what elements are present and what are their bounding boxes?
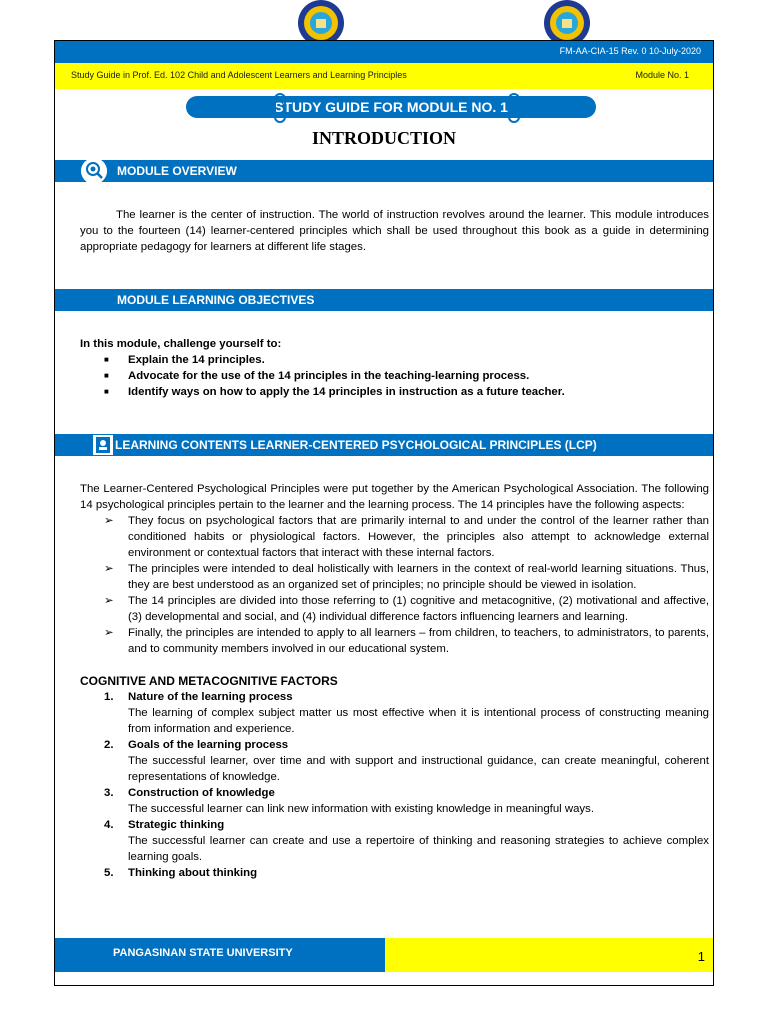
factor-title: Thinking about thinking bbox=[128, 867, 258, 879]
footer-university-bar bbox=[55, 938, 385, 972]
book-icon bbox=[93, 435, 113, 455]
contents-intro: The Learner-Centered Psychological Principles were put together by the American Psychological Association. The following 14 psychological principles pertain to the learner and the learning process. The 14 principles have the following aspects: bbox=[80, 483, 709, 511]
page-number: 1 bbox=[697, 949, 705, 964]
university-name: PANGASINAN STATE UNIVERSITY bbox=[113, 947, 293, 959]
aspect-item: ➢ They focus on psychological factors that are primarily internal to and under the control of the learner rather than conditioned habits or physiological factors. However, the principles also attempt to acknowledge external environment or contextual factors that interact with these internal factors. bbox=[104, 515, 709, 559]
page-title: INTRODUCTION bbox=[311, 128, 457, 148]
study-guide-title: STUDY GUIDE FOR MODULE NO. 1 bbox=[274, 99, 508, 115]
factor-title: Goals of the learning process bbox=[128, 739, 289, 751]
aspect-item: ➢ The principles were intended to deal holistically with learners in the context of real-world learning situations. Thus, they are best understood as an organized set of principles; no principle should be viewed in isolation. bbox=[104, 563, 709, 591]
module-overview-header bbox=[55, 160, 713, 182]
learning-contents-header bbox=[55, 434, 713, 456]
factor-item: 2. Goals of the learning process The successful learner, over time and with support and instructional guidance, can create meaningful, coherent representations of knowledge. bbox=[104, 739, 709, 783]
aspect-item: ➢ The 14 principles are divided into those referring to (1) cognitive and metacognitive, (2) motivational and affective, (3) developmental and social, and (4) individual difference factors influencing learners and learning. bbox=[104, 595, 709, 623]
factor-text: The successful learner can link new information with existing knowledge in meaningful ways. bbox=[128, 803, 594, 815]
form-code: FM-AA-CIA-15 Rev. 0 10-July-2020 bbox=[559, 46, 701, 56]
factor-text: The learning of complex subject matter us most effective when it is intentional process of constructing meaning from information and experience. bbox=[128, 707, 709, 735]
aspects-list bbox=[80, 513, 709, 657]
factor-title: Nature of the learning process bbox=[128, 691, 293, 703]
magnifier-icon bbox=[81, 158, 107, 184]
objectives-intro: In this module, challenge yourself to: bbox=[80, 338, 282, 350]
learning-objectives-title: MODULE LEARNING OBJECTIVES bbox=[117, 293, 315, 307]
factor-title: Strategic thinking bbox=[128, 819, 225, 831]
factor-item: 5. Thinking about thinking bbox=[80, 865, 709, 881]
objectives-block bbox=[80, 336, 709, 400]
factors-heading: COGNITIVE AND METACOGNITIVE FACTORS bbox=[80, 674, 338, 688]
contents-block bbox=[80, 481, 709, 881]
module-overview-title: MODULE OVERVIEW bbox=[117, 164, 237, 178]
factor-text: The successful learner can create and use a repertoire of thinking and reasoning strategies to achieve complex learning goals. bbox=[128, 835, 709, 863]
study-guide-banner bbox=[186, 96, 596, 118]
objective-item: ■ Identify ways on how to apply the 14 principles in instruction as a future teacher. bbox=[80, 384, 709, 400]
objective-item: ■ Advocate for the use of the 14 principles in the teaching-learning process. bbox=[80, 368, 709, 384]
learning-objectives-header bbox=[55, 289, 713, 311]
course-title: Study Guide in Prof. Ed. 102 Child and Adolescent Learners and Learning Principles bbox=[71, 70, 407, 80]
objective-item: ■ Explain the 14 principles. bbox=[80, 352, 709, 368]
factor-title: Construction of knowledge bbox=[128, 787, 275, 799]
footer-page-bar bbox=[385, 938, 713, 972]
learning-contents-title: LEARNING CONTENTS LEARNER-CENTERED PSYCHOLOGICAL PRINCIPLES (LCP) bbox=[115, 438, 597, 452]
course-bar bbox=[55, 63, 713, 89]
factor-text: The successful learner, over time and with support and instructional guidance, can create meaningful, coherent representations of knowledge. bbox=[128, 755, 709, 783]
factor-item: 1. Nature of the learning process The learning of complex subject matter us most effective when it is intentional process of constructing meaning from information and experience. bbox=[104, 691, 709, 735]
overview-text: The learner is the center of instruction. The world of instruction revolves around the learner. This module introduces you to the fourteen (14) learner-centered principles which shall be used throughout this book as a guide in determining appropriate pedagogy for learners at different life stages. bbox=[80, 209, 709, 253]
form-code-bar bbox=[55, 41, 713, 63]
factor-item: 4. Strategic thinking The successful learner can create and use a repertoire of thinking and reasoning strategies to achieve complex learning goals. bbox=[104, 819, 709, 863]
module-number: Module No. 1 bbox=[635, 70, 689, 80]
aspect-item: ➢ Finally, the principles are intended to apply to all learners – from children, to teachers, to administrators, to parents, and to community members involved in our educational system. bbox=[104, 627, 709, 655]
objectives-list bbox=[80, 352, 709, 400]
factor-item: 3. Construction of knowledge The successful learner can link new information with existing knowledge in meaningful ways. bbox=[80, 785, 709, 817]
